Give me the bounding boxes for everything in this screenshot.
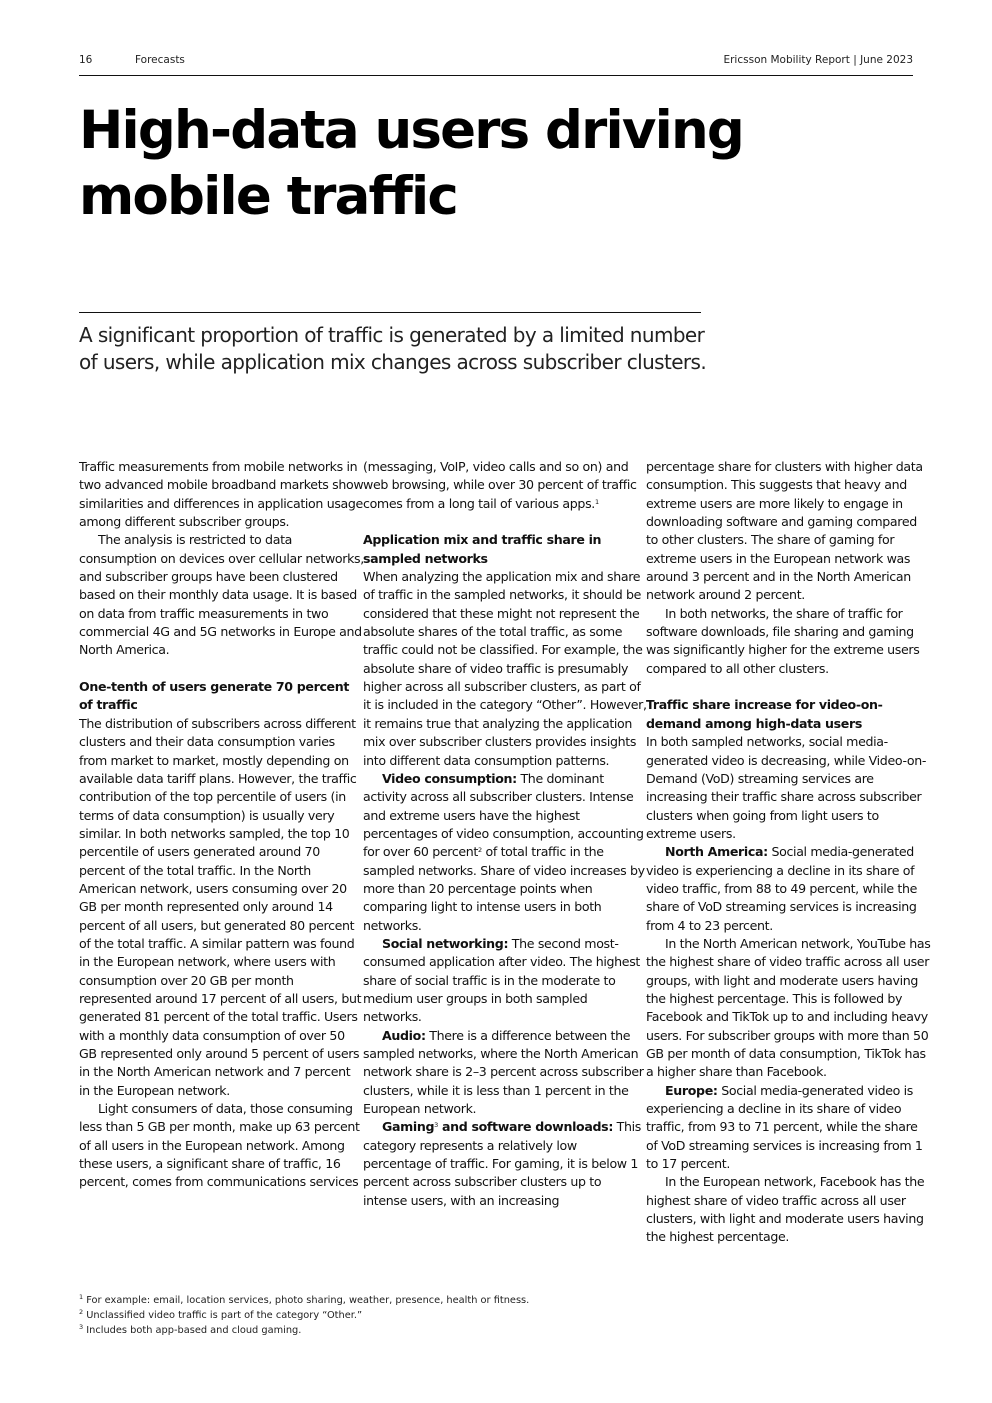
col1-paragraph-1: Traffic measurements from mobile networks in two advanced mobile broadband markets show similarities and differences in application usage among different subscriber groups. <box>79 459 364 530</box>
col1-paragraph-2: The analysis is restricted to data consumption on devices over cellular networks, and subscriber groups have been clustered based on their monthly data usage. It is based on data from traffic measurements in two commercial 4G and 5G networks in Europe and North America. <box>79 532 364 658</box>
footnotes <box>79 1293 909 1338</box>
col2-paragraph-2: When analyzing the application mix and share of traffic in the sampled networks, it should be considered that these might not represent the absolute shares of the total traffic, as some traffic could not be classified. For example, the absolute share of video traffic is presumably higher across all subscriber clusters, as part of it is included in the category “Other”. However, it remains true that analyzing the application mix over subscriber clusters provides insights into different data consumption patterns. <box>363 569 647 768</box>
column-3 <box>646 458 931 1247</box>
col1-heading-1: One-tenth of users generate 70 percent of traffic <box>79 679 350 713</box>
page-title: High-data users driving mobile traffic <box>79 100 744 227</box>
col3-paragraph-3: In both sampled networks, social media-generated video is decreasing, while Video-on-Demand (VoD) streaming services are increasing their traffic share across subscriber clusters when going from light users to extreme users. <box>646 734 927 841</box>
col2-paragraph-1: (messaging, VoIP, video calls and so on) and web browsing, while over 30 percent of traffic comes from a long tail of various apps.$^1$ <box>363 459 637 511</box>
section-name: Forecasts <box>135 54 185 66</box>
col3-paragraph-1: percentage share for clusters with higher data consumption. This suggests that heavy and extreme users are more likely to engage in downloading software and gaming compared to other clusters. The share of gaming for extreme users in the European network was around 3 percent and in the North American network around 2 percent. <box>646 459 923 603</box>
lead-divider <box>79 312 701 313</box>
col3-north-america: North America: Social media-generated video is experiencing a decline in its share of video traffic, from 88 to 49 percent, while the share of VoD streaming services is increasing from 4 to 23 percent. <box>646 844 918 933</box>
col3-paragraph-2: In both networks, the share of traffic for software downloads, file sharing and gaming was significantly higher for the extreme users compared to all other clusters. <box>646 605 920 676</box>
lead-paragraph: A significant proportion of traffic is generated by a limited number of users, while application mix changes across subscriber clusters. <box>79 323 707 374</box>
footnote-ref-3: 3 <box>434 1121 438 1130</box>
col3-paragraph-7: In the European network, Facebook has the highest share of video traffic across all user clusters, with light and moderate users having the highest percentage. <box>646 1174 925 1245</box>
footnote-2: $^2$ Unclassified video traffic is part of the category “Other.” <box>79 1308 363 1321</box>
page-number: 16 <box>79 54 93 66</box>
footnote-1: $^1$ For example: email, location services, photo sharing, weather, presence, health or fitness. <box>79 1293 530 1306</box>
col3-paragraph-5: In the North American network, YouTube has the highest share of video traffic across all user groups, with light and moderate users having the highest percentage. This is followed by Facebook and TikTok up to and including heavy users. For subscriber groups with more than 50 GB per month of data consumption, TikTok has a higher share than Facebook. <box>646 935 931 1080</box>
col3-heading-1: Traffic share increase for video-on-demand among high-data users <box>646 697 883 731</box>
page-header <box>79 52 913 76</box>
col1-paragraph-4: Light consumers of data, those consuming less than 5 GB per month, make up 63 percent of all users in the European network. Among these users, a significant share of traffic, 16 percent, comes from communications services <box>79 1101 360 1190</box>
col2-audio: Audio: There is a difference between the sampled networks, where the North American network share is 2–3 percent across subscriber clusters, while it is less than 1 percent in the European network. <box>363 1027 644 1117</box>
col2-heading-1: Application mix and traffic share in sampled networks <box>363 532 602 566</box>
col3-europe: Europe: Social media-generated video is experiencing a decline in its share of video traffic, from 93 to 71 percent, while the share of VoD streaming services is increasing from 1 to 17 percent. <box>646 1082 923 1172</box>
footnote-3: $^3$ Includes both app-based and cloud gaming. <box>79 1323 302 1336</box>
report-name: Ericsson Mobility Report | June 2023 <box>723 54 913 66</box>
col2-social-networking: Social networking: The second most-consumed application after video. The highest share of social traffic is in the moderate to medium user groups in both sampled networks. <box>363 935 640 1025</box>
col2-gaming: Gaming$^3$ and software downloads: This category represents a relatively low percentage of traffic. For gaming, it is below 1 percent across subscriber clusters up to intense users, with an increasing <box>363 1119 641 1208</box>
col2-video-consumption: Video consumption: The dominant activity across all subscriber clusters. Intense and extreme users have the highest percentages of video consumption, accounting for over 60 percent$^2$ of total traffic in the sampled networks. Share of video increases by more than 20 percentage points when comparing light to intense users in both networks. <box>363 770 645 933</box>
column-1 <box>79 458 364 1192</box>
footnote-ref-2: 2 <box>478 846 482 855</box>
col1-paragraph-3: The distribution of subscribers across different clusters and their data consumption varies from market to market, mostly depending on available data tariff plans. However, the traffic contribution of the top percentile of users (in terms of data consumption) is usually very similar. In both networks sampled, the top 10 percentile of users generated around 70 percent of the total traffic. In the North American network, users consuming over 20 GB per month represented only around 14 percent of all users, but generated 80 percent of the total traffic. A similar pattern was found in the European network, where users with consumption over 20 GB per month represented around 17 percent of all users, but generated 81 percent of the total traffic. Users with a monthly data consumption of over 50 GB represented only around 5 percent of users in the North American network and 7 percent in the European network. <box>79 715 362 1098</box>
column-2 <box>363 458 648 1210</box>
footnote-ref-1: 1 <box>594 497 599 506</box>
